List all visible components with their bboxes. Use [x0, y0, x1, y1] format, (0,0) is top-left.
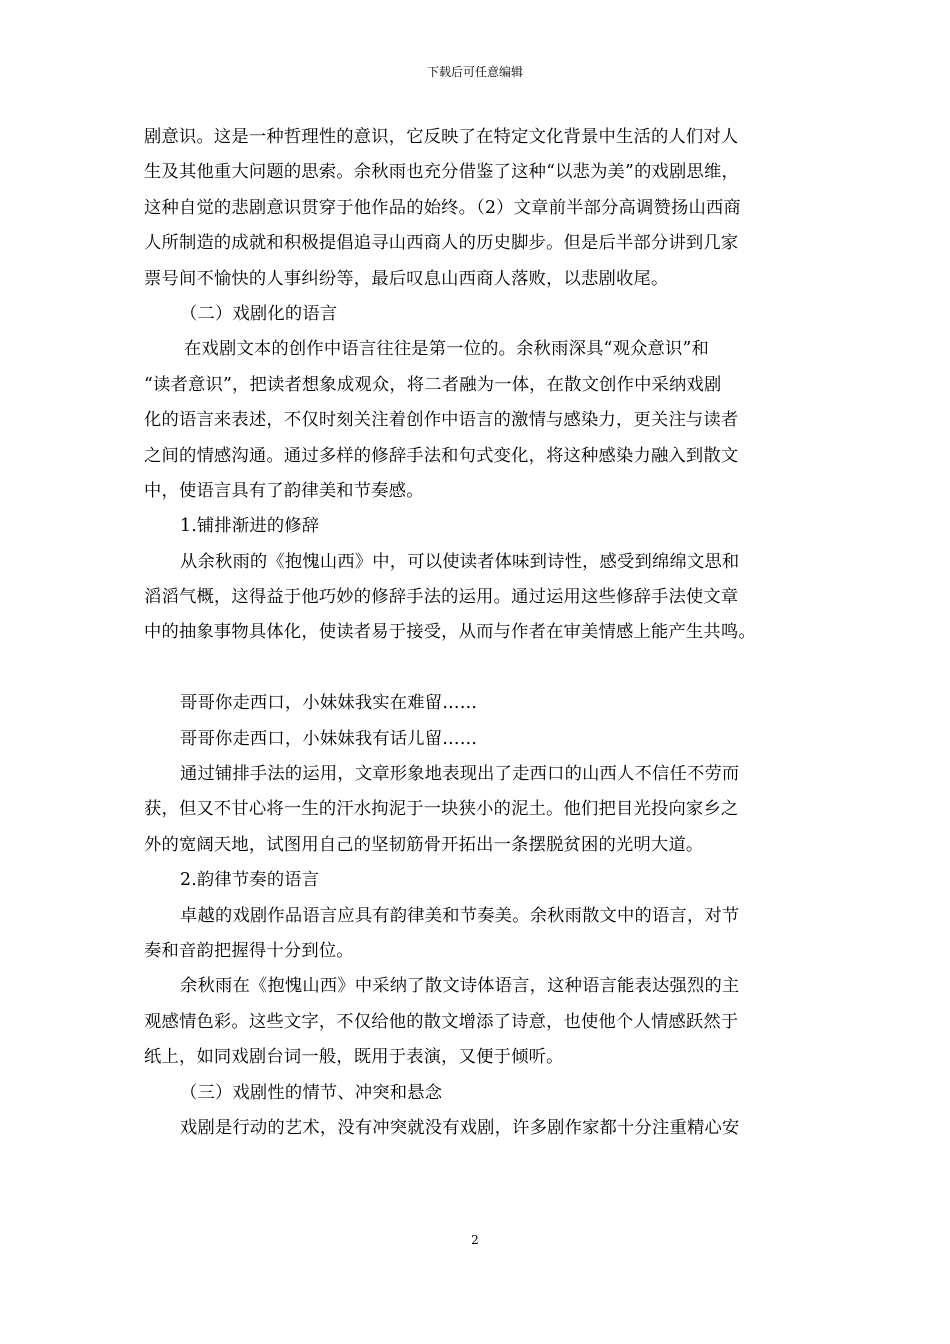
subsection-heading: 1.铺排渐进的修辞: [180, 516, 320, 537]
text-line: 纸上，如同戏剧台词一般，既用于表演，又便于倾听。: [144, 1047, 564, 1068]
text-line: 剧意识。这是一种哲理性的意识，它反映了在特定文化背景中生活的人们对人: [144, 127, 739, 147]
text-line: “读者意识”，把读者想象成观众，将二者融为一体，在散文创作中采纳戏剧: [144, 374, 722, 395]
text-line: 这种自觉的悲剧意识贯穿于他作品的始终。（2）文章前半部分高调赞扬山西商: [144, 197, 741, 218]
text-line: 中，使语言具有了韵律美和节奏感。: [144, 480, 424, 501]
subsection-heading: 2.韵律节奏的语言: [180, 870, 320, 891]
text-line: 戏剧是行动的艺术，没有冲突就没有戏剧，许多剧作家都十分注重精心安: [180, 1117, 740, 1138]
text-line: 中的抽象事物具体化，使读者易于接受，从而与作者在审美情感上能产生共鸣。: [144, 622, 756, 643]
text-line: 人所制造的成就和积极提倡追寻山西商人的历史脚步。但是后半部分讲到几家: [144, 233, 739, 254]
text-line: 生及其他重大问题的思索。余秋雨也充分借鉴了这种“以悲为美”的戏剧思维，: [144, 162, 739, 183]
text-line: 滔滔气概，这得益于他巧妙的修辞手法的运用。通过运用这些修辞手法使文章: [144, 587, 739, 608]
page-header: 下载后可任意编辑: [426, 65, 523, 79]
blank-line: [144, 651, 814, 686]
text-line: 奏和音韵把握得十分到位。: [144, 940, 354, 961]
text-line: 票号间不愉快的人事纠纷等，最后叹息山西商人落败，以悲剧收尾。: [144, 268, 669, 289]
document-body: [144, 120, 814, 1146]
text-line: 从余秋雨的《抱愧山西》中，可以使读者体味到诗性，感受到绵绵文思和: [180, 551, 740, 572]
text-line: 化的语言来表述，不仅时刻关注着创作中语言的激情与感染力，更关注与读者: [144, 410, 739, 431]
text-line: 通过铺排手法的运用，文章形象地表现出了走西口的山西人不信任不劳而: [180, 764, 740, 785]
text-line: 获，但又不甘心将一生的汗水拘泥于一块狭小的泥土。他们把目光投向家乡之: [144, 799, 739, 820]
text-line: 余秋雨在《抱愧山西》中采纳了散文诗体语言，这种语言能表达强烈的主: [180, 976, 740, 997]
section-heading: （二）戏剧化的语言: [180, 303, 338, 324]
text-line: 观感情色彩。这些文字，不仅给他的散文增添了诗意，也使他个人情感跃然于: [144, 1011, 739, 1032]
text-line: 之间的情感沟通。通过多样的修辞手法和句式变化，将这种感染力融入到散文: [144, 445, 739, 466]
text-line: 外的宽阔天地，试图用自己的坚韧筋骨开拓出一条摆脱贫困的光明大道。: [144, 834, 704, 855]
text-line: 在戏剧文本的创作中语言往往是第一位的。余秋雨深具“观众意识”和: [184, 339, 710, 360]
quote-line: 哥哥你走西口，小妹妹我有话儿留……: [180, 728, 478, 749]
section-heading: （三）戏剧性的情节、冲突和悬念: [180, 1082, 443, 1103]
page-number: 2: [471, 1233, 479, 1247]
text-line: 卓越的戏剧作品语言应具有韵律美和节奏美。余秋雨散文中的语言，对节: [180, 905, 740, 926]
quote-line: 哥哥你走西口，小妹妹我实在难留……: [180, 693, 478, 714]
